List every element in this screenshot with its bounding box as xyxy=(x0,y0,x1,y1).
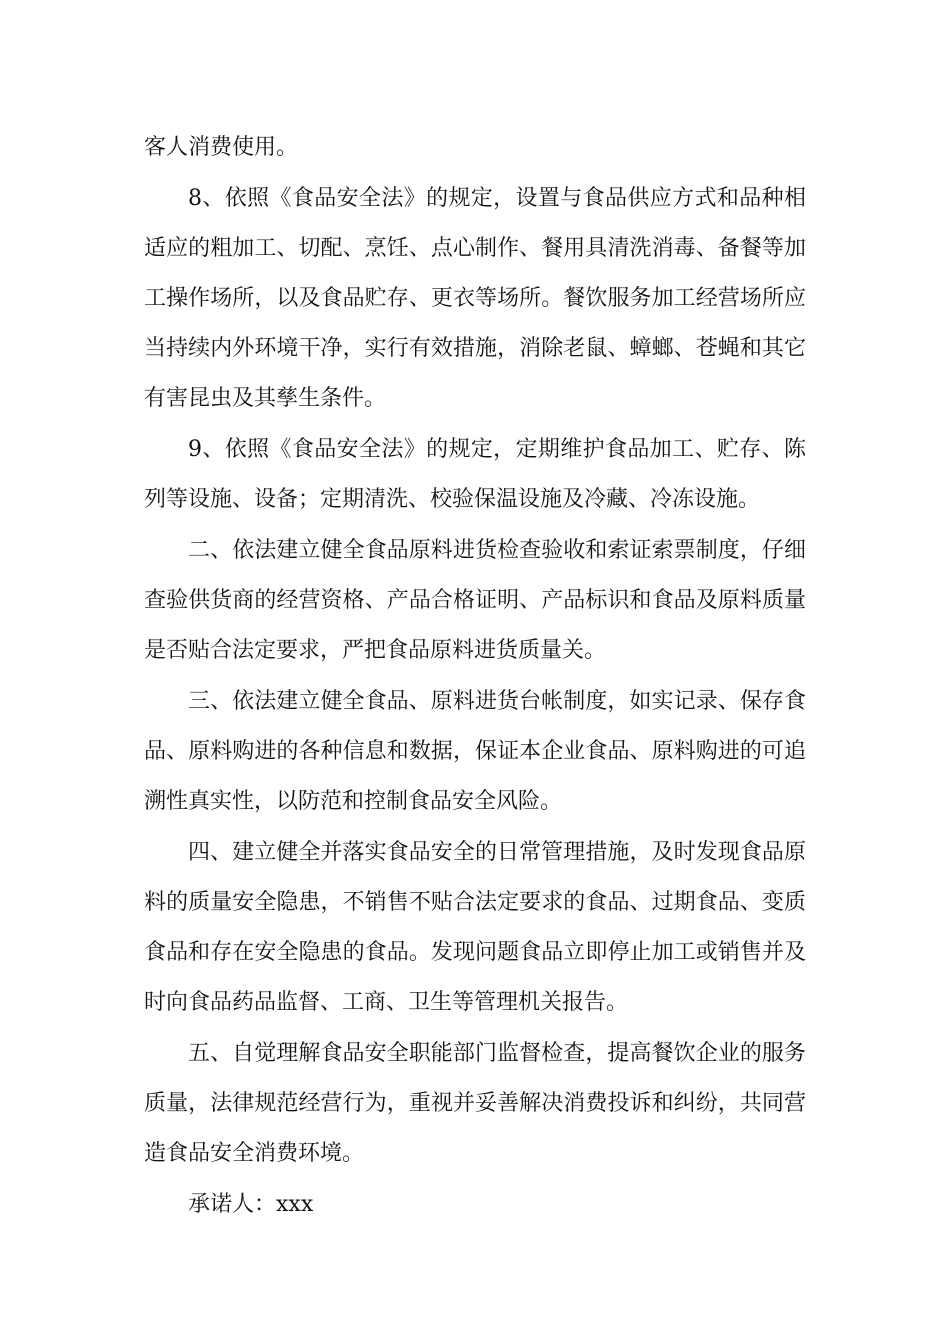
paragraph-section-3: 三、依法建立健全食品、原料进货台帐制度，如实记录、保存食品、原料购进的各种信息和数据，保证本企业食品、原料购进的可追溯性真实性，以防范和控制食品安全风险。 xyxy=(144,689,806,814)
paragraph-item-8: 8、依照《食品安全法》的规定，设置与食品供应方式和品种相适应的粗加工、切配、烹饪、点心制作、餐用具清洗消毒、备餐等加工操作场所，以及食品贮存、更衣等场所。餐饮服务加工经营场所应当持续内外环境干净，实行有效措施，消除老鼠、蟑螂、苍蝇和其它有害昆虫及其孳生条件。 xyxy=(144,186,806,411)
paragraph-continuation: 客人消费使用。 xyxy=(144,135,299,160)
signature-line: 承诺人：xxx xyxy=(188,1192,314,1217)
paragraph-item-9: 9、依照《食品安全法》的规定，定期维护食品加工、贮存、陈列等设施、设备；定期清洗、校验保温设施及冷藏、冷冻设施。 xyxy=(144,437,806,512)
paragraph-section-4: 四、建立健全并落实食品安全的日常管理措施，及时发现食品原料的质量安全隐患，不销售不贴合法定要求的食品、过期食品、变质食品和存在安全隐患的食品。发现问题食品立即停止加工或销售并及时向食品药品监督、工商、卫生等管理机关报告。 xyxy=(144,840,806,1015)
paragraph-section-5: 五、自觉理解食品安全职能部门监督检查，提高餐饮企业的服务质量，法律规范经营行为，重视并妥善解决消费投诉和纠纷，共同营造食品安全消费环境。 xyxy=(144,1041,806,1166)
paragraph-section-2: 二、依法建立健全食品原料进货检查验收和索证索票制度，仔细查验供货商的经营资格、产品合格证明、产品标识和食品及原料质量是否贴合法定要求，严把食品原料进货质量关。 xyxy=(144,538,806,663)
document-page xyxy=(144,123,806,1231)
